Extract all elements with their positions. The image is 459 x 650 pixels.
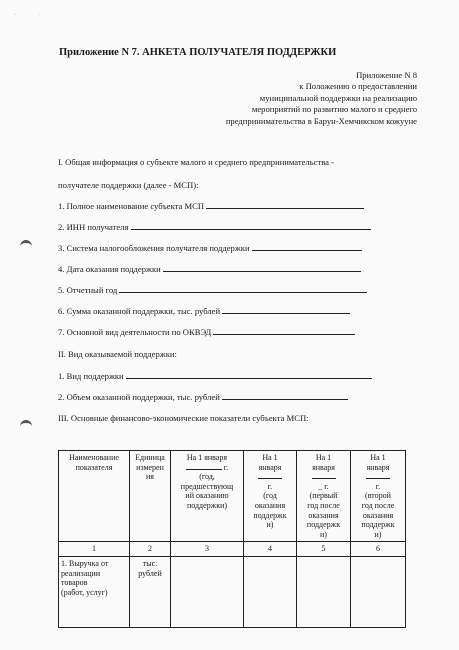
field-label: 2. Объем оказанной поддержки, тыс. рублей (58, 392, 220, 402)
section1-heading: I. Общая информация о субъекте малого и среднего предпринимательства - (58, 157, 334, 167)
field-label: 6. Сумма оказанной поддержки, тыс. рублей (58, 306, 221, 316)
form-line-report-year (58, 284, 367, 295)
report-year-field[interactable] (119, 284, 367, 293)
section1-heading-cont: получателе поддержки (далее - МСП): (58, 180, 199, 190)
unit-cell: тыс. рублей (130, 556, 171, 627)
appendix-line: к Положению о предоставлении (299, 81, 417, 92)
value-cell[interactable] (244, 556, 297, 627)
value-cell[interactable] (351, 556, 406, 627)
appendix-line: муниципальной поддержки на реализацию (259, 92, 417, 103)
header-first-year-after: На 1 января _ г. (первый год после оказания поддержк и) (297, 451, 351, 542)
form-line-support-amount (58, 305, 350, 316)
column-number: 3 (171, 542, 244, 557)
header-indicator-name: Наименование показателя (59, 451, 130, 542)
scan-speck: · (14, 12, 16, 18)
table-header-row (59, 451, 406, 542)
table-row (59, 556, 406, 627)
full-name-field[interactable] (206, 200, 364, 209)
appendix-line: мероприятий по развитию малого и среднего (251, 104, 417, 115)
column-number-row (59, 542, 406, 557)
form-line-support-date (58, 263, 361, 274)
form-line-okved (58, 326, 355, 337)
document-title: Приложение N 7. АНКЕТА ПОЛУЧАТЕЛЯ ПОДДЕРЖКИ (59, 47, 337, 58)
field-label: 4. Дата оказания поддержки (58, 264, 161, 274)
appendix-reference (226, 70, 417, 127)
section3-heading: III. Основные финансово-экономические показатели субъекта МСП: (58, 413, 309, 423)
column-number: 1 (59, 542, 130, 557)
punch-hole-mark (20, 420, 32, 433)
column-number: 2 (130, 542, 171, 557)
header-year-before: На 1 января г. (год, предшествующ ий оказанию поддержки) (171, 451, 244, 542)
tax-system-field[interactable] (252, 242, 362, 251)
form-line-inn (58, 221, 371, 232)
indicator-revenue: 1. Выручка от реализации товаров (работ, услуг) (59, 556, 130, 627)
form-line-full-name (58, 200, 364, 211)
form-line-tax-system (58, 242, 362, 253)
column-number: 5 (297, 542, 351, 557)
support-type-field[interactable] (126, 370, 372, 379)
field-label: 7. Основной вид деятельности по ОКВЭД (58, 327, 212, 337)
header-support-year: На 1 января г. (год оказания поддержк и) (244, 451, 297, 542)
okved-field[interactable] (213, 326, 355, 335)
field-label: 1. Полное наименование субъекта МСП (58, 201, 205, 211)
appendix-line: предпринимательства в Барун-Хемчикском кожууне (225, 115, 417, 126)
field-label: 5. Отчетный год (58, 285, 118, 295)
header-unit: Единица измерен ия (130, 451, 171, 542)
form-line-support-volume (58, 391, 348, 402)
support-date-field[interactable] (163, 263, 361, 272)
support-volume-field[interactable] (222, 391, 348, 400)
inn-field[interactable] (131, 221, 371, 230)
value-cell[interactable] (171, 556, 244, 627)
appendix-line: Приложение N 8 (356, 70, 417, 80)
section2-heading: II. Вид оказываемой поддержки: (58, 349, 177, 359)
punch-hole-mark (20, 240, 32, 253)
support-amount-field[interactable] (222, 305, 350, 314)
value-cell[interactable] (297, 556, 351, 627)
header-second-year-after: На 1 января г. (второй год после оказания поддержк и) (351, 451, 406, 542)
scan-speck: ˙ (38, 14, 40, 20)
column-number: 6 (351, 542, 406, 557)
form-line-support-type (58, 370, 372, 381)
field-label: 2. ИНН получателя (58, 222, 129, 232)
field-label: 3. Система налогообложения получателя поддержки (58, 243, 250, 253)
financial-indicators-table (58, 450, 406, 628)
column-number: 4 (244, 542, 297, 557)
field-label: 1. Вид поддержки (58, 371, 124, 381)
